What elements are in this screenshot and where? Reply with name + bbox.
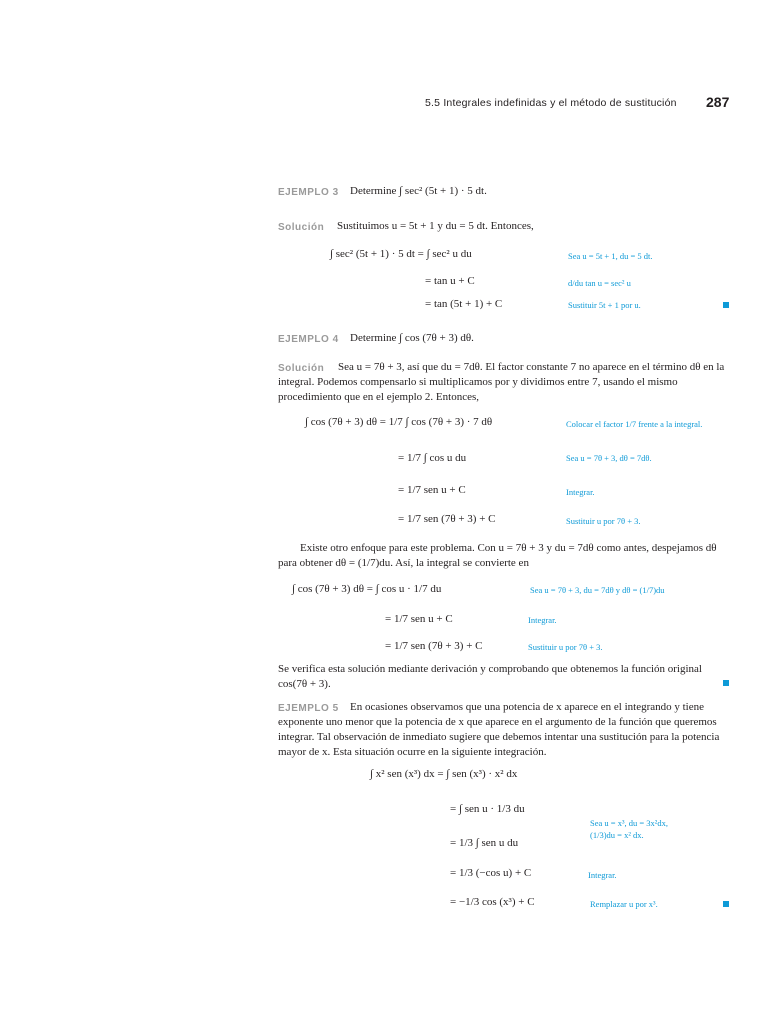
example-5-text: En ocasiones observamos que una potencia de x aparece en el integrando y tiene exponente uno menor que la potencia de x que aparece en el argumento de la función que queremos integrar. Tal observación de inmediato sugiere que debemos intentar una sustitución para la potencia mayor de x. Esta situación ocurre en la siguiente integración. (278, 701, 720, 758)
ex4-eq-line-4: = 1/7 sen (7θ + 3) + C (398, 513, 496, 525)
running-header: 5.5 Integrales indefinidas y el método de sustitución (425, 97, 677, 109)
end-of-example-marker (723, 901, 729, 907)
ex3-note-1: Sea u = 5t + 1, du = 5 dt. (568, 251, 653, 261)
example-4-solution-label: Solución (278, 363, 325, 374)
ex4-alt-note-2: Integrar. (528, 615, 557, 625)
ex4-alt-note-1: Sea u = 7θ + 3, du = 7dθ y dθ = (1/7)du (530, 585, 665, 595)
end-of-example-marker (723, 680, 729, 686)
example-5-label: EJEMPLO 5 (278, 703, 339, 714)
ex4-eq-line-3: = 1/7 sen u + C (398, 484, 466, 496)
ex5-eq-line-1: ∫ x² sen (x³) dx = ∫ sen (x³) · x² dx (370, 768, 518, 780)
example-3-solution-label: Solución (278, 222, 325, 233)
page-number: 287 (706, 94, 730, 110)
ex4-verify-text: Se verifica esta solución mediante derivación y comprobando que obtenemos la función original cos(7θ + 3). (278, 663, 702, 690)
ex4-alt-eq-line-1: ∫ cos (7θ + 3) dθ = ∫ cos u · 1/7 du (292, 583, 442, 595)
end-of-example-marker (723, 302, 729, 308)
example-4-solution-text: Sea u = 7θ + 3, así que du = 7dθ. El factor constante 7 no aparece en el término dθ en la integral. Podemos compensarlo si multiplicamos por y dividimos entre 7, usando el mismo procedimiento que en el ejemplo 2. Entonces, (278, 361, 725, 403)
ex4-alternate-text: Existe otro enfoque para este problema. Con u = 7θ + 3 y du = 7dθ como antes, despejamos dθ para obtener dθ = (1/7)du. Así, la integral se convierte en (278, 542, 717, 569)
example-4-label: EJEMPLO 4 (278, 334, 339, 345)
ex3-note-3: Sustituir 5t + 1 por u. (568, 300, 641, 310)
ex4-note-1: Colocar el factor 1/7 frente a la integral. (566, 419, 703, 429)
ex5-eq-line-4: = 1/3 (−cos u) + C (450, 867, 532, 879)
ex4-eq-line-1: ∫ cos (7θ + 3) dθ = 1/7 ∫ cos (7θ + 3) · 7 dθ (305, 416, 493, 428)
ex5-note-1b: (1/3)du = x² dx. (590, 830, 644, 840)
example-3-label: EJEMPLO 3 (278, 187, 339, 198)
ex4-alt-eq-line-3: = 1/7 sen (7θ + 3) + C (385, 640, 483, 652)
ex3-eq-line-2: = tan u + C (425, 275, 475, 287)
ex4-note-3: Integrar. (566, 487, 595, 497)
ex4-eq-line-2: = 1/7 ∫ cos u du (398, 452, 467, 464)
ex5-note-3: Remplazar u por x³. (590, 899, 658, 909)
ex4-note-2: Sea u = 7θ + 3, dθ = 7dθ. (566, 453, 652, 463)
ex4-alt-note-3: Sustituir u por 7θ + 3. (528, 642, 603, 652)
ex5-note-1a: Sea u = x³, du = 3x²dx, (590, 818, 668, 828)
example-3-solution-text: Sustituimos u = 5t + 1 y du = 5 dt. Entonces, (337, 220, 534, 232)
example-3-statement: Determine ∫ sec² (5t + 1) · 5 dt. (350, 185, 487, 197)
ex5-eq-line-5: = −1/3 cos (x³) + C (450, 896, 535, 908)
ex4-note-4: Sustituir u por 7θ + 3. (566, 516, 641, 526)
ex5-eq-line-3: = 1/3 ∫ sen u du (450, 837, 519, 849)
ex5-note-2: Integrar. (588, 870, 617, 880)
ex3-eq-line-3: = tan (5t + 1) + C (425, 298, 503, 310)
ex3-note-2: d/du tan u = sec² u (568, 278, 631, 288)
ex5-eq-line-2: = ∫ sen u · 1/3 du (450, 803, 525, 815)
ex3-eq-line-1: ∫ sec² (5t + 1) · 5 dt = ∫ sec² u du (330, 248, 472, 260)
ex4-alt-eq-line-2: = 1/7 sen u + C (385, 613, 453, 625)
example-4-statement: Determine ∫ cos (7θ + 3) dθ. (350, 332, 474, 344)
